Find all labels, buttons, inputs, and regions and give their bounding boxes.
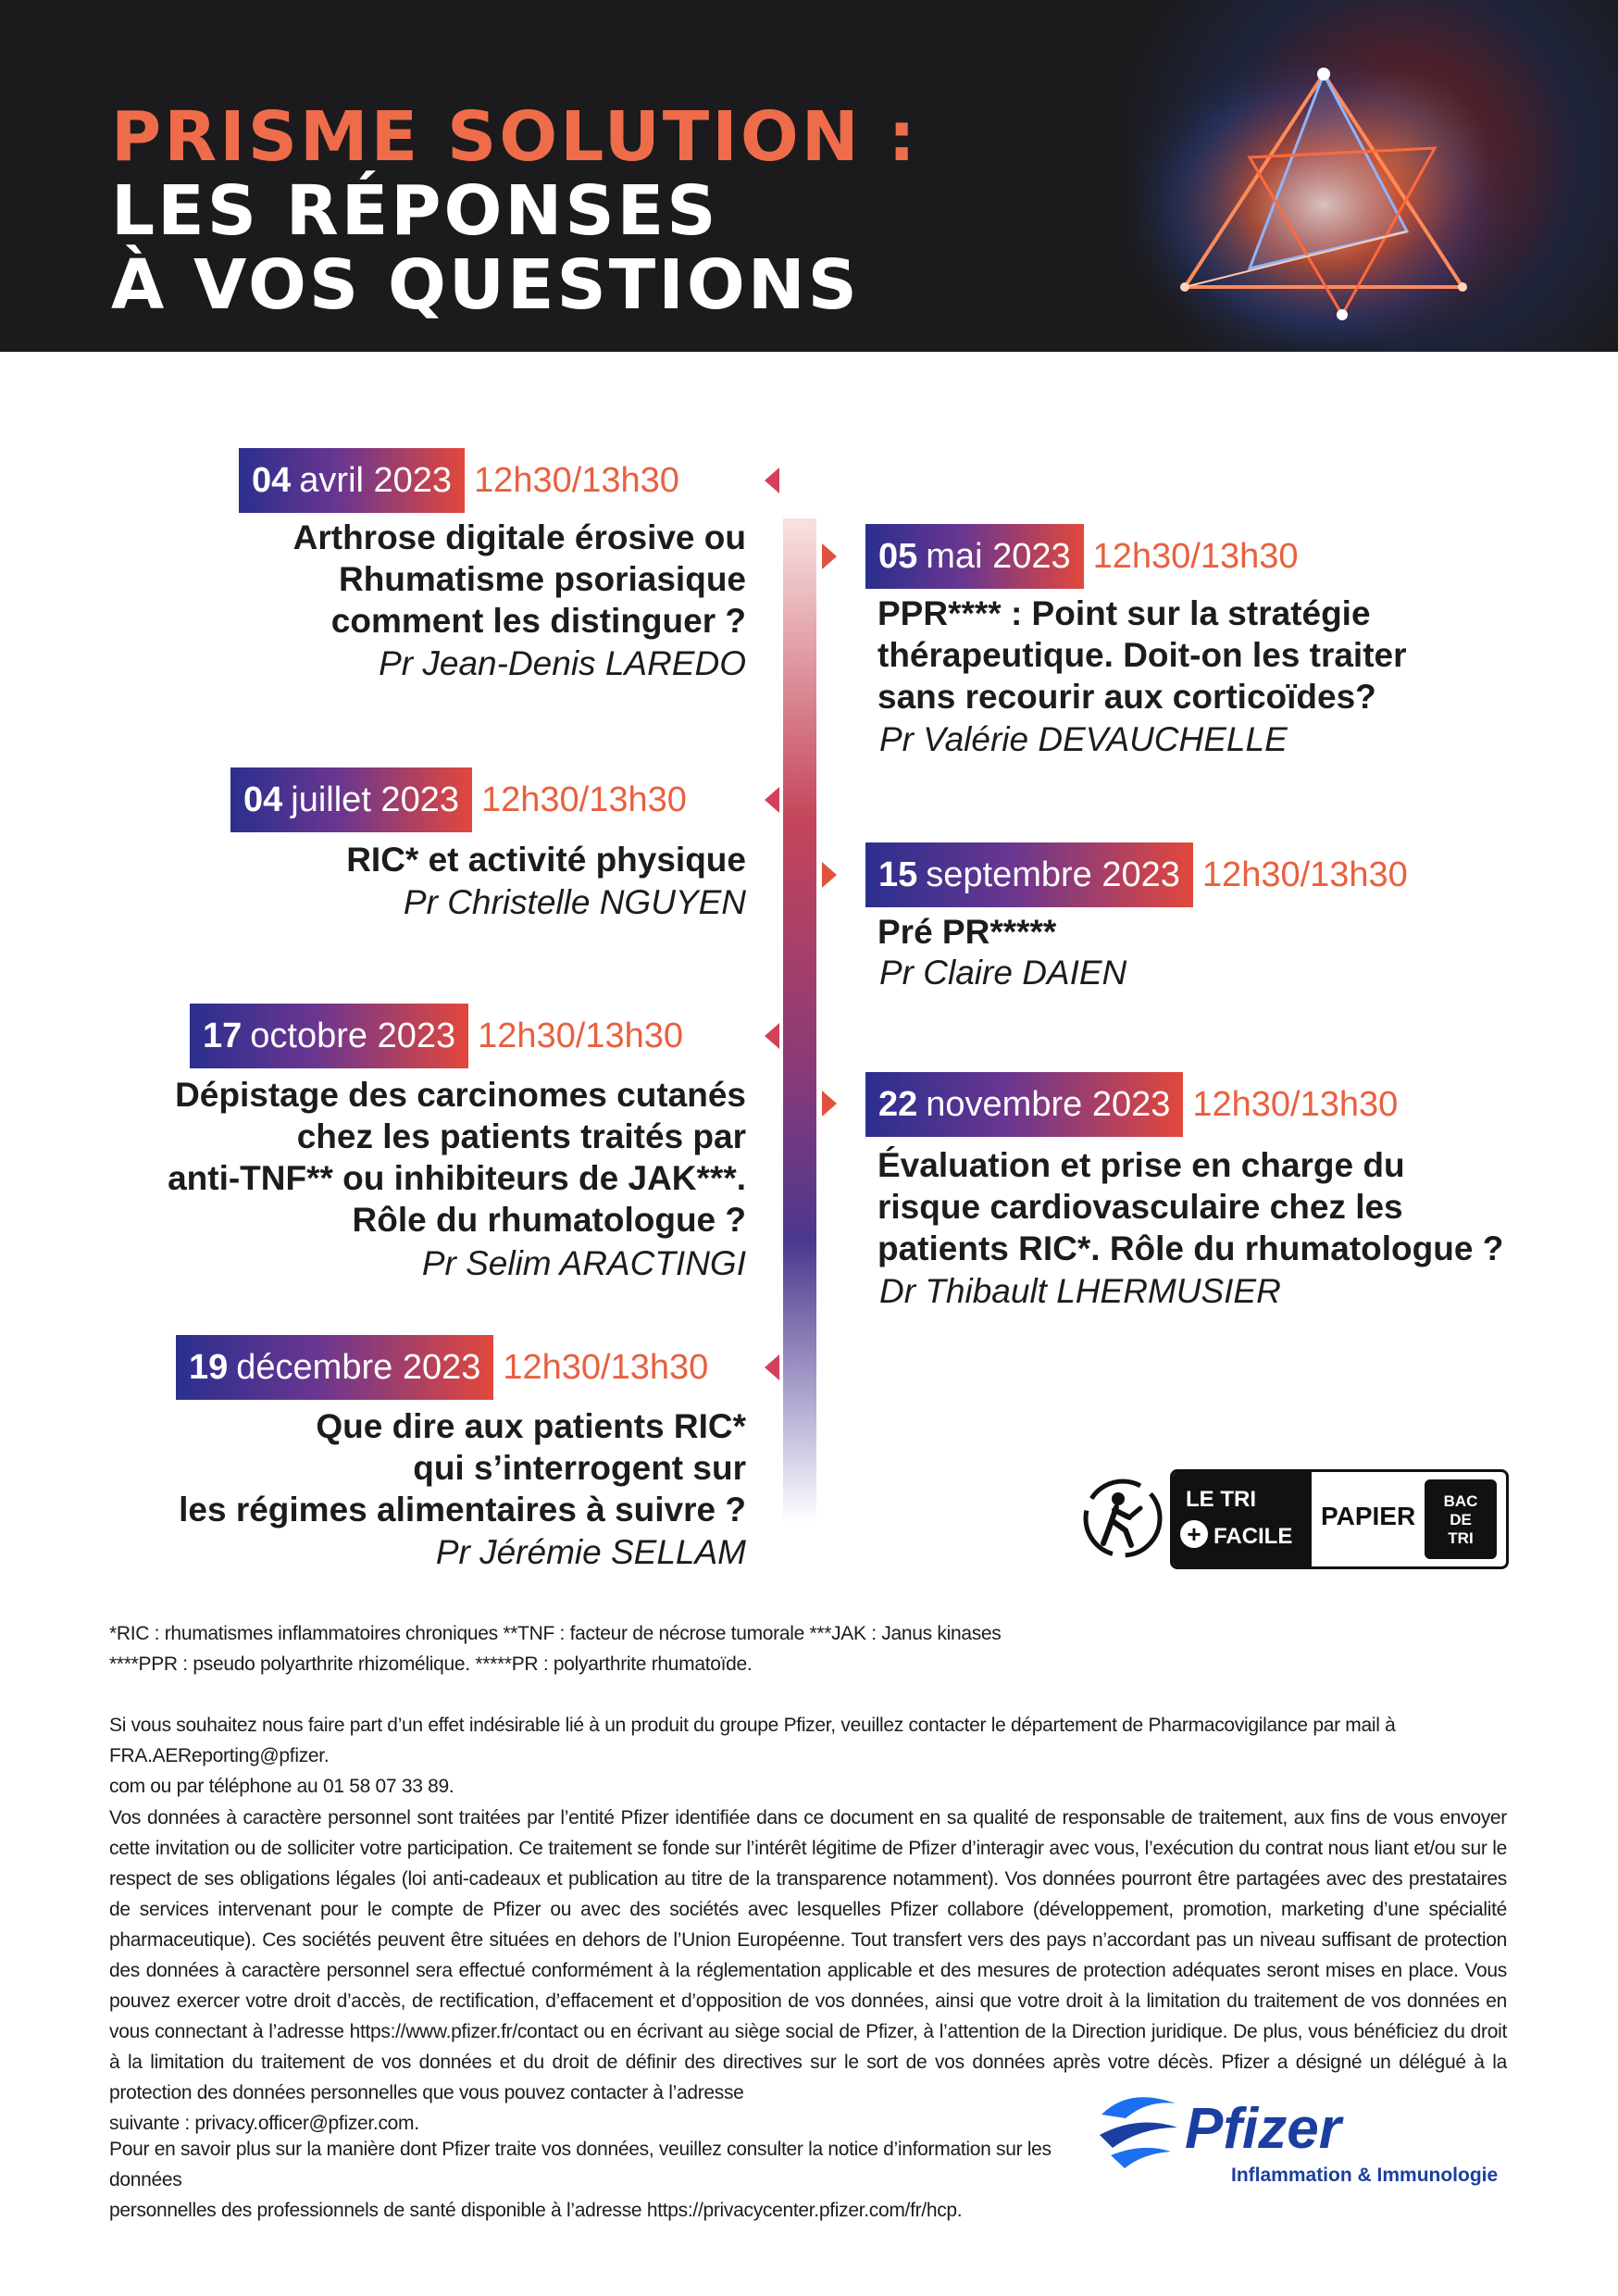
title-line-3: À VOS QUESTIONS bbox=[111, 245, 860, 325]
date-month-year: mai 2023 bbox=[926, 536, 1071, 576]
date-month-year: avril 2023 bbox=[299, 460, 453, 500]
event-date-3 bbox=[230, 767, 687, 832]
event-date-7 bbox=[176, 1335, 708, 1400]
tri-facile-label bbox=[1173, 1472, 1312, 1566]
timeline-marker-right bbox=[822, 543, 837, 569]
pv-line: Si vous souhaitez nous faire part d’un effet indésirable lié à un produit du groupe Pfizer, veuillez contacter le département de Pharmacovigilance par mail à FRA.AEReporting@pfizer. bbox=[109, 1715, 1396, 1766]
pfizer-division: Inflammation & Immunologie bbox=[1231, 2165, 1499, 2186]
event-title-line: Que dire aux patients RIC* bbox=[316, 1407, 746, 1445]
bin-line: DE bbox=[1450, 1511, 1472, 1529]
event-date-1 bbox=[239, 448, 679, 513]
event-date-5 bbox=[190, 1004, 683, 1068]
tri-facile-box bbox=[1170, 1469, 1509, 1569]
date-day: 05 bbox=[878, 536, 918, 576]
header-banner bbox=[0, 0, 1618, 352]
event-title-line: Rhumatisme psoriasique bbox=[338, 560, 746, 598]
date-month-year: octobre 2023 bbox=[250, 1016, 456, 1055]
event-title-line: chez les patients traités par bbox=[296, 1117, 746, 1155]
recycling-logo bbox=[1081, 1469, 1509, 1569]
event-title-line: Dépistage des carcinomes cutanés bbox=[175, 1076, 746, 1114]
prism-image bbox=[1129, 37, 1518, 343]
title-line-2: LES RÉPONSES bbox=[111, 171, 719, 251]
event-speaker: Pr Jean-Denis LAREDO bbox=[379, 644, 746, 682]
event-title bbox=[877, 911, 1544, 953]
pfizer-logo bbox=[1092, 2085, 1518, 2196]
event-title bbox=[24, 517, 746, 642]
event-title-line: sans recourir aux corticoïdes? bbox=[877, 678, 1376, 716]
event-time: 12h30/13h30 bbox=[1192, 1084, 1399, 1124]
event-speaker: Pr Valérie DEVAUCHELLE bbox=[879, 720, 1288, 758]
event-time: 12h30/13h30 bbox=[474, 460, 679, 500]
date-pill bbox=[865, 524, 1084, 589]
event-speaker: Pr Christelle NGUYEN bbox=[403, 883, 746, 921]
timeline-marker-left bbox=[765, 1023, 779, 1049]
event-title-line: Évaluation et prise en charge du bbox=[877, 1146, 1405, 1184]
date-day: 15 bbox=[878, 855, 918, 894]
date-month-year: juillet 2023 bbox=[291, 780, 459, 819]
event-time: 12h30/13h30 bbox=[1201, 855, 1408, 894]
timeline-marker-right bbox=[822, 862, 837, 888]
privacy-more-info bbox=[109, 2134, 1081, 2226]
tri-line-2: FACILE bbox=[1214, 1524, 1293, 1549]
event-title bbox=[24, 1405, 746, 1530]
timeline-spine bbox=[783, 518, 816, 1523]
pfizer-swirl-icon bbox=[1092, 2087, 1185, 2170]
date-day: 17 bbox=[203, 1016, 243, 1055]
event-title-line: patients RIC*. Rôle du rhumatologue ? bbox=[877, 1229, 1504, 1267]
event-time: 12h30/13h30 bbox=[503, 1347, 709, 1387]
date-month-year: décembre 2023 bbox=[236, 1347, 481, 1387]
pv-line: com ou par téléphone au 01 58 07 33 89. bbox=[109, 1776, 454, 1797]
triman-icon bbox=[1081, 1477, 1164, 1560]
tri-line-1: LE TRI bbox=[1186, 1487, 1256, 1512]
timeline-marker-left bbox=[765, 787, 779, 813]
event-title bbox=[877, 593, 1544, 718]
abbrev-line: *RIC : rhumatismes inflammatoires chroniques **TNF : facteur de nécrose tumorale ***JAK : Janus kinases bbox=[109, 1623, 1002, 1644]
event-title-line: Pré PR***** bbox=[877, 913, 1057, 951]
event-title-line: RIC* et activité physique bbox=[346, 841, 746, 879]
paper-label: PAPIER bbox=[1321, 1502, 1416, 1530]
timeline-marker-left bbox=[765, 1354, 779, 1380]
event-time: 12h30/13h30 bbox=[478, 1016, 684, 1055]
date-month-year: novembre 2023 bbox=[926, 1084, 1171, 1124]
pfizer-wordmark: Pfizer bbox=[1185, 2097, 1341, 2161]
date-pill bbox=[230, 767, 472, 832]
event-date-6 bbox=[865, 1072, 1398, 1137]
date-day: 19 bbox=[189, 1347, 229, 1387]
pharmacovigilance-notice bbox=[109, 1710, 1507, 1802]
plus-icon: + bbox=[1180, 1520, 1208, 1548]
date-pill bbox=[865, 1072, 1183, 1137]
date-pill bbox=[239, 448, 465, 513]
event-speaker: Pr Selim ARACTINGI bbox=[421, 1244, 746, 1282]
event-date-2 bbox=[865, 524, 1299, 589]
event-title-line: comment les distinguer ? bbox=[330, 602, 746, 640]
abbreviations bbox=[109, 1618, 1507, 1679]
timeline-marker-left bbox=[765, 468, 779, 493]
event-title-line: anti-TNF** ou inhibiteurs de JAK***. bbox=[168, 1159, 746, 1197]
event-title-line: les régimes alimentaires à suivre ? bbox=[179, 1491, 746, 1529]
event-title-line: Arthrose digitale érosive ou bbox=[292, 518, 746, 556]
event-speaker: Pr Claire DAIEN bbox=[879, 954, 1127, 992]
date-month-year: septembre 2023 bbox=[926, 855, 1180, 894]
event-speaker: Pr Jérémie SELLAM bbox=[435, 1533, 746, 1571]
event-title bbox=[877, 1144, 1544, 1269]
event-title-line: risque cardiovasculaire chez les bbox=[877, 1188, 1403, 1226]
bin-line: BAC bbox=[1443, 1492, 1478, 1510]
timeline-marker-right bbox=[822, 1091, 837, 1117]
date-day: 04 bbox=[243, 780, 283, 819]
event-title-line: PPR**** : Point sur la stratégie bbox=[877, 594, 1371, 632]
event-title bbox=[24, 1074, 746, 1241]
more-line: personnelles des professionnels de santé disponible à l’adresse https://privacycenter.pfizer.com/fr/hcp. bbox=[109, 2200, 963, 2221]
event-title-line: Rôle du rhumatologue ? bbox=[352, 1201, 746, 1239]
event-title bbox=[24, 839, 746, 880]
page-title bbox=[111, 97, 919, 325]
event-time: 12h30/13h30 bbox=[1092, 536, 1299, 576]
date-day: 22 bbox=[878, 1084, 918, 1124]
abbrev-line: ****PPR : pseudo polyarthrite rhizomélique. *****PR : polyarthrite rhumatoïde. bbox=[109, 1653, 753, 1675]
privacy-contact: suivante : privacy.officer@pfizer.com. bbox=[109, 2113, 419, 2134]
event-title-line: qui s’interrogent sur bbox=[413, 1449, 746, 1487]
event-speaker: Dr Thibault LHERMUSIER bbox=[879, 1272, 1281, 1310]
bin-icon bbox=[1425, 1479, 1497, 1559]
bin-line: TRI bbox=[1448, 1529, 1474, 1547]
title-line-1: PRISME SOLUTION : bbox=[111, 97, 919, 177]
date-pill bbox=[190, 1004, 468, 1068]
event-time: 12h30/13h30 bbox=[480, 780, 687, 819]
event-date-4 bbox=[865, 842, 1408, 907]
date-day: 04 bbox=[252, 460, 292, 500]
date-pill bbox=[865, 842, 1193, 907]
event-title-line: thérapeutique. Doit-on les traiter bbox=[877, 636, 1407, 674]
date-pill bbox=[176, 1335, 493, 1400]
more-line: Pour en savoir plus sur la manière dont Pfizer traite vos données, veuillez consulter la notice d’information sur les données bbox=[109, 2139, 1052, 2190]
privacy-text: Vos données à caractère personnel sont traitées par l’entité Pfizer identifiée dans ce document en sa qualité de responsable de traitement, aux fins de vous envoyer cette invitation ou de solliciter votre participation. Ce traitement se fonde sur l’intérêt légitime de Pfizer d’interagir avec vous, l’exécution du contrat nous liant et/ou sur le respect de ses obligations légales (loi anti-cadeaux et publication au titre de la transparence notamment). Vos données pourront être partagées avec des prestataires de services intervenant pour le compte de Pfizer ou avec des sociétés avec lesquelles Pfizer collabore (développement, promotion, marketing d’une spécialité pharmaceutique). Ces sociétés peuvent être situées en dehors de l’Union Européenne. Tout transfert vers des pays n’accordant pas un niveau suffisant de protection des données à caractère personnel sera effectué conformément à la réglementation applicable et des mesures de protection adéquates seront mises en place. Vous pouvez exercer votre droit d’accès, de rectification, d’effacement et d’opposition de vos données, ainsi que votre droit à la limitation du traitement de vos données en vous connectant à l’adresse https://www.pfizer.fr/contact ou en écrivant au siège social de Pfizer, à l’attention de la Direction juridique. De plus, vous bénéficiez du droit à la limitation du traitement de vos données et du droit de définir des directives sur le sort de vos données après votre décès. Pfizer a désigné un délégué à la protection des données personnelles que vous pouvez contacter à l’adresse bbox=[109, 1807, 1507, 2103]
